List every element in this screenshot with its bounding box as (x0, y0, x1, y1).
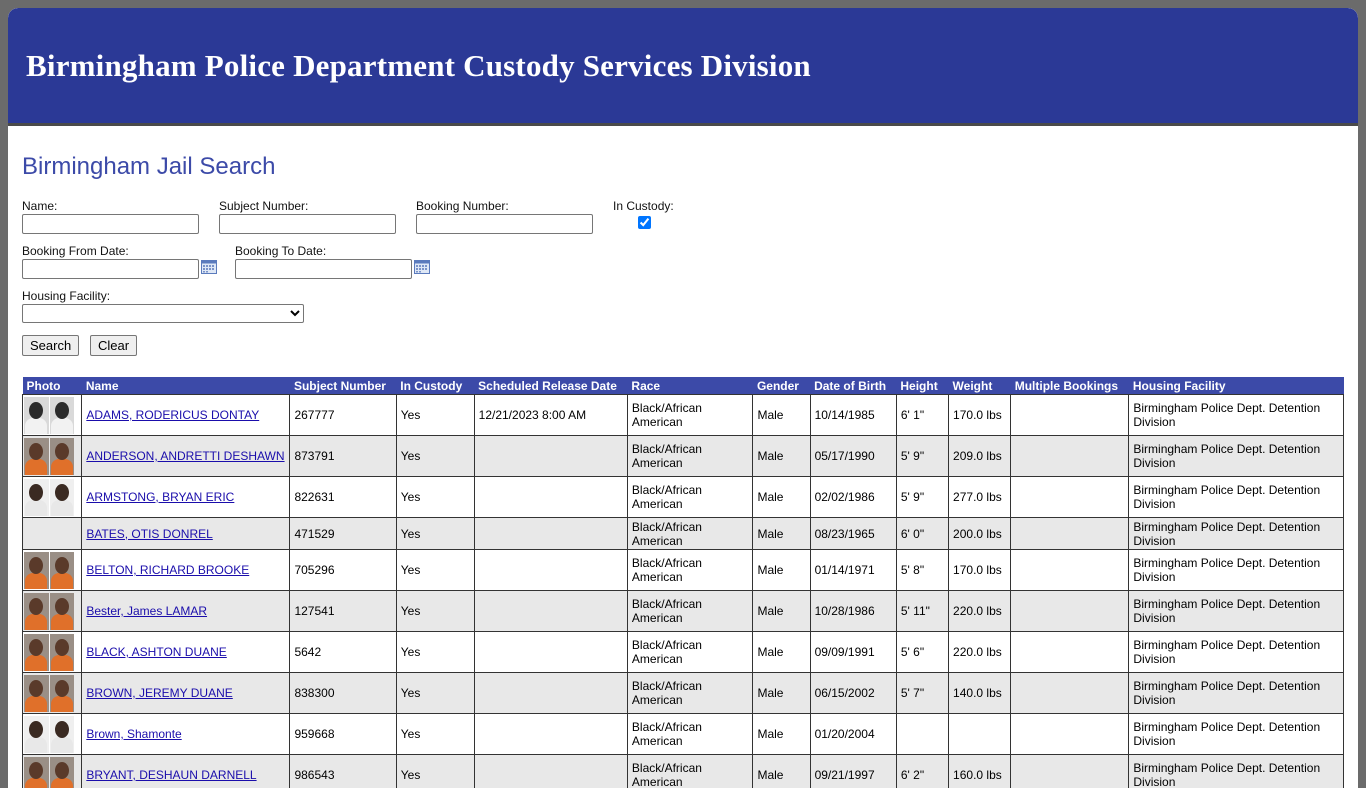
multiple-bookings-cell (1011, 755, 1129, 788)
height-cell: 6' 2" (896, 755, 948, 788)
gender-cell: Male (753, 518, 810, 550)
multiple-bookings-cell (1011, 477, 1129, 518)
subject-number-field-group (219, 199, 396, 234)
photo-cell (23, 518, 82, 550)
housing-facility-cell: Birmingham Police Dept. Detention Division (1129, 591, 1344, 632)
booking-to-label: Booking To Date: (235, 244, 430, 258)
inmate-name-link[interactable]: ANDERSON, ANDRETTI DESHAWN (86, 449, 284, 463)
column-header: Gender (753, 377, 810, 395)
weight-cell: 209.0 lbs (949, 436, 1011, 477)
housing-facility-select[interactable] (22, 304, 304, 323)
weight-cell: 277.0 lbs (949, 477, 1011, 518)
photo-cell (23, 395, 82, 436)
release-date-cell (474, 436, 627, 477)
housing-facility-cell: Birmingham Police Dept. Detention Division (1129, 673, 1344, 714)
inmate-name-link[interactable]: ARMSTONG, BRYAN ERIC (86, 490, 234, 504)
housing-facility-cell: Birmingham Police Dept. Detention Division (1129, 477, 1344, 518)
inmate-name-link[interactable]: BROWN, JEREMY DUANE (86, 686, 232, 700)
booking-number-input[interactable] (416, 214, 593, 234)
in-custody-cell: Yes (396, 395, 474, 436)
release-date-cell (474, 518, 627, 550)
subject-number-cell: 986543 (290, 755, 396, 788)
gender-cell: Male (753, 714, 810, 755)
column-header: In Custody (396, 377, 474, 395)
housing-facility-cell: Birmingham Police Dept. Detention Division (1129, 436, 1344, 477)
inmate-name-link[interactable]: BELTON, RICHARD BROOKE (86, 563, 249, 577)
weight-cell: 220.0 lbs (949, 632, 1011, 673)
release-date-cell (474, 632, 627, 673)
table-row[interactable] (23, 477, 1344, 518)
release-date-cell (474, 755, 627, 788)
photo-cell (23, 550, 82, 591)
inmate-name-link[interactable]: Brown, Shamonte (86, 727, 181, 741)
multiple-bookings-cell (1011, 673, 1129, 714)
in-custody-cell: Yes (396, 436, 474, 477)
in-custody-cell: Yes (396, 714, 474, 755)
photo-cell (23, 673, 82, 714)
name-cell (82, 632, 290, 673)
gender-cell: Male (753, 632, 810, 673)
subject-number-input[interactable] (219, 214, 396, 234)
housing-facility-cell: Birmingham Police Dept. Detention Division (1129, 550, 1344, 591)
subject-number-cell: 5642 (290, 632, 396, 673)
height-cell: 6' 0" (896, 518, 948, 550)
race-cell: Black/African American (627, 436, 753, 477)
name-cell (82, 395, 290, 436)
in-custody-checkbox[interactable] (638, 216, 651, 229)
in-custody-cell: Yes (396, 518, 474, 550)
in-custody-field-group (613, 199, 674, 232)
photo-cell (23, 755, 82, 788)
weight-cell: 140.0 lbs (949, 673, 1011, 714)
inmate-name-link[interactable]: BATES, OTIS DONREL (86, 527, 212, 541)
multiple-bookings-cell (1011, 714, 1129, 755)
table-row[interactable] (23, 755, 1344, 788)
name-cell (82, 673, 290, 714)
booking-to-input[interactable] (235, 259, 412, 279)
table-row[interactable] (23, 550, 1344, 591)
booking-to-field-group (235, 244, 430, 279)
name-label: Name: (22, 199, 199, 213)
gender-cell: Male (753, 550, 810, 591)
subject-number-cell: 822631 (290, 477, 396, 518)
multiple-bookings-cell (1011, 591, 1129, 632)
subject-number-cell: 127541 (290, 591, 396, 632)
mugshot-photo[interactable] (24, 438, 74, 475)
column-header: Date of Birth (810, 377, 896, 395)
gender-cell: Male (753, 436, 810, 477)
weight-cell: 160.0 lbs (949, 755, 1011, 788)
booking-from-field-group (22, 244, 217, 279)
name-cell (82, 518, 290, 550)
housing-facility-field-group (22, 289, 304, 323)
release-date-cell (474, 714, 627, 755)
mugshot-photo[interactable] (24, 757, 74, 788)
release-date-cell (474, 477, 627, 518)
photo-cell (23, 591, 82, 632)
subject-number-cell: 959668 (290, 714, 396, 755)
weight-cell: 170.0 lbs (949, 395, 1011, 436)
results-table (22, 377, 1344, 788)
name-cell (82, 477, 290, 518)
height-cell: 5' 8" (896, 550, 948, 591)
race-cell: Black/African American (627, 755, 753, 788)
weight-cell (949, 714, 1011, 755)
column-header: Housing Facility (1129, 377, 1344, 395)
release-date-cell: 12/21/2023 8:00 AM (474, 395, 627, 436)
header-title: Birmingham Police Department Custody Services Division (26, 48, 811, 84)
housing-facility-cell: Birmingham Police Dept. Detention Division (1129, 755, 1344, 788)
gender-cell: Male (753, 591, 810, 632)
race-cell: Black/African American (627, 395, 753, 436)
multiple-bookings-cell (1011, 518, 1129, 550)
table-row[interactable] (23, 673, 1344, 714)
subject-number-cell: 873791 (290, 436, 396, 477)
subject-number-cell: 471529 (290, 518, 396, 550)
table-header-row (23, 377, 1344, 395)
booking-from-input[interactable] (22, 259, 199, 279)
column-header: Height (896, 377, 948, 395)
gender-cell: Male (753, 477, 810, 518)
weight-cell: 200.0 lbs (949, 518, 1011, 550)
race-cell: Black/African American (627, 477, 753, 518)
search-button[interactable]: Search (22, 335, 79, 356)
table-row[interactable] (23, 436, 1344, 477)
dob-cell: 08/23/1965 (810, 518, 896, 550)
dob-cell: 05/17/1990 (810, 436, 896, 477)
housing-facility-cell: Birmingham Police Dept. Detention Division (1129, 518, 1344, 550)
clear-button[interactable]: Clear (90, 335, 137, 356)
weight-cell: 220.0 lbs (949, 591, 1011, 632)
in-custody-cell: Yes (396, 755, 474, 788)
booking-number-label: Booking Number: (416, 199, 593, 213)
release-date-cell (474, 591, 627, 632)
housing-facility-label: Housing Facility: (22, 289, 304, 303)
race-cell: Black/African American (627, 673, 753, 714)
multiple-bookings-cell (1011, 550, 1129, 591)
dob-cell: 09/21/1997 (810, 755, 896, 788)
column-header: Race (627, 377, 753, 395)
photo-cell (23, 436, 82, 477)
housing-facility-cell: Birmingham Police Dept. Detention Division (1129, 395, 1344, 436)
in-custody-cell: Yes (396, 632, 474, 673)
in-custody-cell: Yes (396, 477, 474, 518)
race-cell: Black/African American (627, 632, 753, 673)
photo-cell (23, 632, 82, 673)
column-header: Multiple Bookings (1011, 377, 1129, 395)
page-title: Birmingham Jail Search (22, 153, 275, 181)
gender-cell: Male (753, 755, 810, 788)
subject-number-label: Subject Number: (219, 199, 396, 213)
column-header: Subject Number (290, 377, 396, 395)
gender-cell: Male (753, 673, 810, 714)
photo-cell (23, 477, 82, 518)
mugshot-photo[interactable] (24, 479, 74, 516)
booking-from-label: Booking From Date: (22, 244, 217, 258)
weight-cell: 170.0 lbs (949, 550, 1011, 591)
table-row[interactable] (23, 518, 1344, 550)
race-cell: Black/African American (627, 518, 753, 550)
in-custody-label: In Custody: (613, 199, 674, 213)
race-cell: Black/African American (627, 714, 753, 755)
gender-cell: Male (753, 395, 810, 436)
race-cell: Black/African American (627, 550, 753, 591)
multiple-bookings-cell (1011, 436, 1129, 477)
mugshot-photo[interactable] (24, 716, 74, 753)
table-row[interactable] (23, 632, 1344, 673)
height-cell: 5' 11" (896, 591, 948, 632)
name-cell (82, 436, 290, 477)
release-date-cell (474, 673, 627, 714)
results-body (23, 395, 1344, 788)
height-cell: 5' 7" (896, 673, 948, 714)
calendar-icon[interactable] (201, 260, 217, 274)
page-frame (8, 8, 1358, 788)
inmate-name-link[interactable]: ADAMS, RODERICUS DONTAY (86, 408, 259, 422)
multiple-bookings-cell (1011, 395, 1129, 436)
height-cell: 5' 9" (896, 477, 948, 518)
height-cell: 5' 6" (896, 632, 948, 673)
mugshot-photo[interactable] (24, 593, 74, 630)
name-field-group (22, 199, 199, 234)
calendar-icon[interactable] (414, 260, 430, 274)
dob-cell: 01/20/2004 (810, 714, 896, 755)
mugshot-photo[interactable] (24, 634, 74, 671)
dob-cell: 02/02/1986 (810, 477, 896, 518)
height-cell (896, 714, 948, 755)
housing-facility-cell: Birmingham Police Dept. Detention Division (1129, 632, 1344, 673)
name-input[interactable] (22, 214, 199, 234)
name-cell (82, 550, 290, 591)
in-custody-cell: Yes (396, 673, 474, 714)
mugshot-photo[interactable] (24, 397, 74, 434)
inmate-name-link[interactable]: Bester, James LAMAR (86, 604, 207, 618)
column-header: Name (82, 377, 290, 395)
table-row[interactable] (23, 591, 1344, 632)
subject-number-cell: 838300 (290, 673, 396, 714)
dob-cell: 06/15/2002 (810, 673, 896, 714)
column-header: Weight (949, 377, 1011, 395)
multiple-bookings-cell (1011, 632, 1129, 673)
table-row[interactable] (23, 395, 1344, 436)
release-date-cell (474, 550, 627, 591)
dob-cell: 10/14/1985 (810, 395, 896, 436)
height-cell: 5' 9" (896, 436, 948, 477)
race-cell: Black/African American (627, 591, 753, 632)
photo-cell (23, 714, 82, 755)
in-custody-cell: Yes (396, 550, 474, 591)
inmate-name-link[interactable]: BLACK, ASHTON DUANE (86, 645, 226, 659)
column-header: Photo (23, 377, 82, 395)
table-row[interactable] (23, 714, 1344, 755)
name-cell (82, 714, 290, 755)
name-cell (82, 755, 290, 788)
subject-number-cell: 705296 (290, 550, 396, 591)
header-banner (8, 8, 1358, 126)
booking-number-field-group (416, 199, 593, 234)
subject-number-cell: 267777 (290, 395, 396, 436)
housing-facility-cell: Birmingham Police Dept. Detention Division (1129, 714, 1344, 755)
name-cell (82, 591, 290, 632)
dob-cell: 01/14/1971 (810, 550, 896, 591)
in-custody-cell: Yes (396, 591, 474, 632)
dob-cell: 09/09/1991 (810, 632, 896, 673)
inmate-name-link[interactable]: BRYANT, DESHAUN DARNELL (86, 768, 256, 782)
mugshot-photo[interactable] (24, 552, 74, 589)
mugshot-photo[interactable] (24, 675, 74, 712)
dob-cell: 10/28/1986 (810, 591, 896, 632)
column-header: Scheduled Release Date (474, 377, 627, 395)
height-cell: 6' 1" (896, 395, 948, 436)
